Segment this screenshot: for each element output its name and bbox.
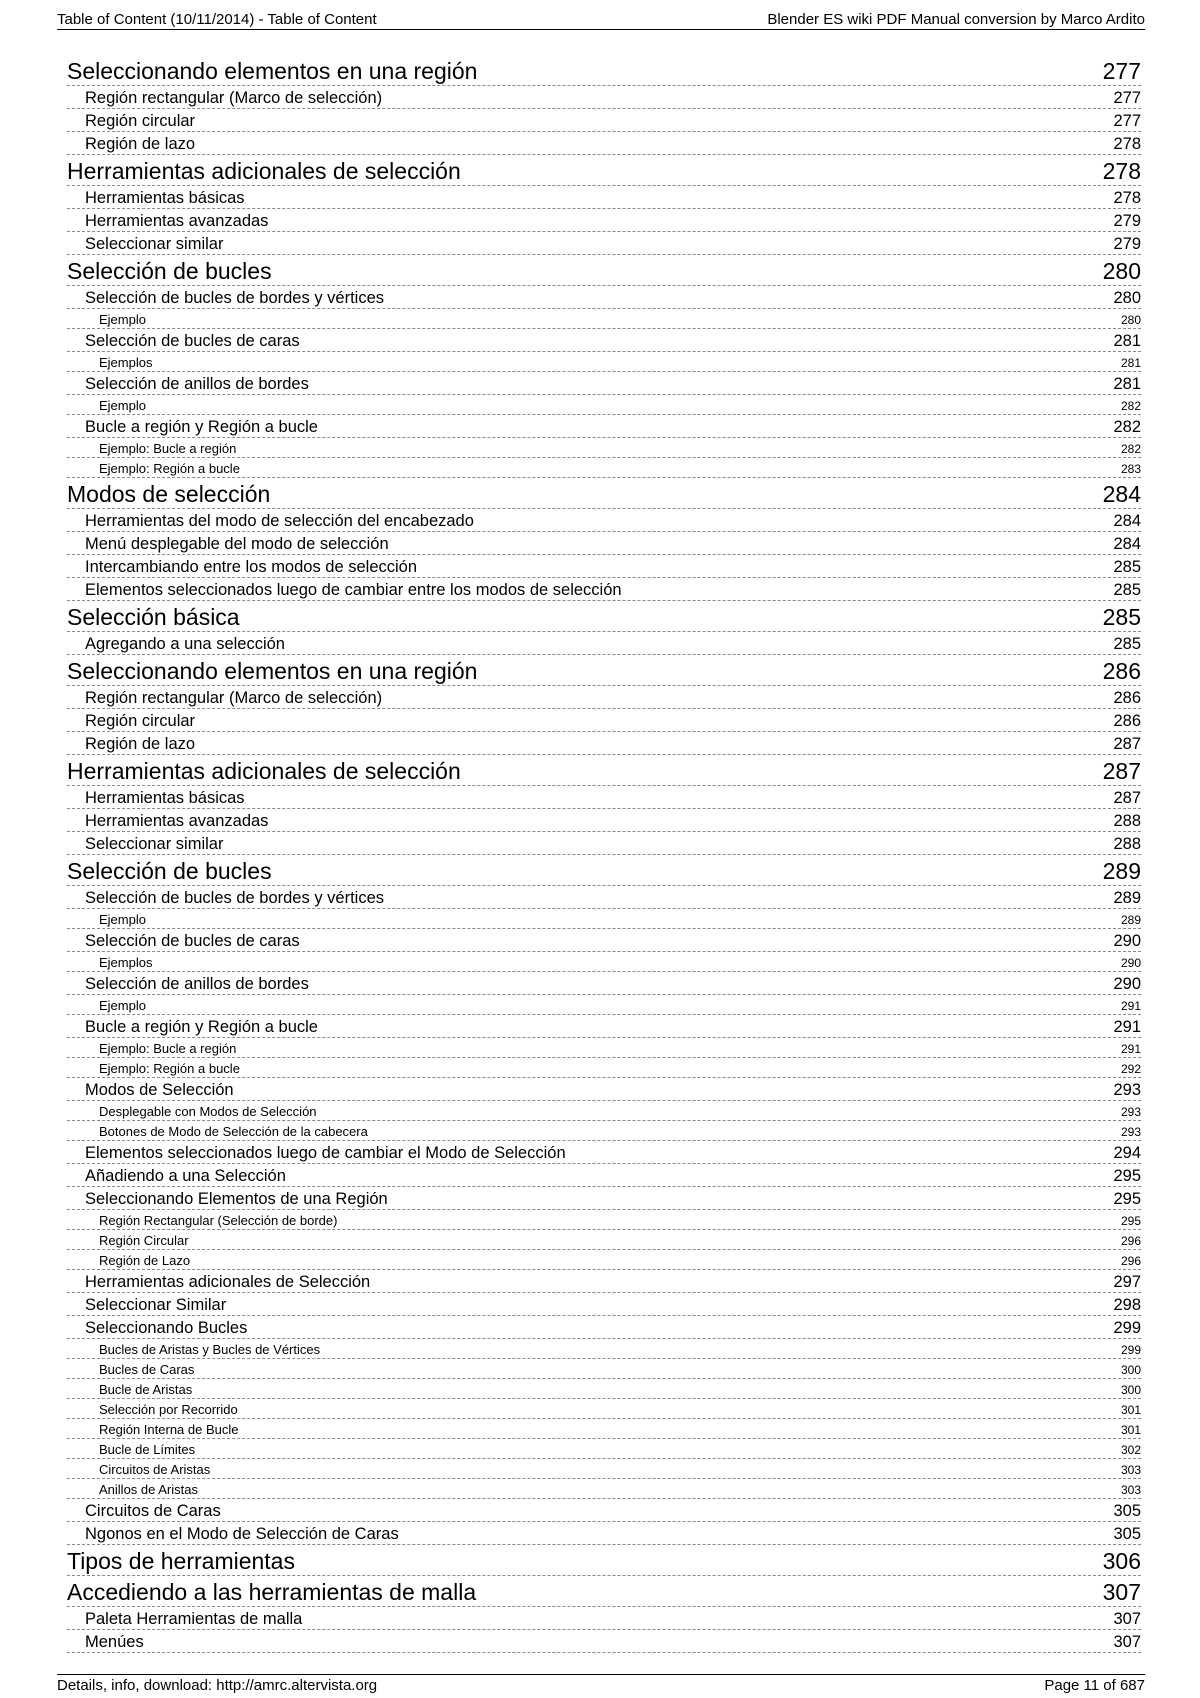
toc-entry-level-1[interactable] — [67, 601, 1141, 632]
toc-entry-level-2[interactable] — [67, 709, 1141, 732]
toc-entry-title: Selección de bucles — [67, 258, 272, 284]
toc-entry-title: Seleccionando Bucles — [85, 1319, 248, 1337]
toc-entry-level-2[interactable] — [67, 832, 1141, 855]
toc-entry-level-2[interactable] — [67, 1499, 1141, 1522]
toc-entry-page: 307 — [1102, 1579, 1141, 1605]
toc-entry-level-1[interactable] — [67, 255, 1141, 286]
toc-entry-page: 286 — [1113, 689, 1141, 707]
toc-entry-title: Bucles de Caras — [99, 1362, 195, 1377]
toc-entry-title: Herramientas adicionales de selección — [67, 758, 461, 784]
toc-entry-title: Seleccionar Similar — [85, 1296, 227, 1314]
toc-entry-title: Herramientas avanzadas — [85, 212, 269, 230]
toc-entry-page: 291 — [1120, 999, 1141, 1013]
toc-entry-title: Herramientas básicas — [85, 189, 245, 207]
toc-entry-page: 277 — [1113, 89, 1141, 107]
toc-entry-level-2[interactable] — [67, 329, 1141, 352]
toc-entry-page: 284 — [1102, 481, 1141, 507]
toc-entry-page: 291 — [1113, 1018, 1141, 1036]
toc-entry-level-3[interactable] — [67, 438, 1141, 458]
toc-entry-page: 305 — [1113, 1502, 1141, 1520]
toc-entry-title: Selección básica — [67, 604, 240, 630]
toc-entry-level-1[interactable] — [67, 1576, 1141, 1607]
toc-entry-level-2[interactable] — [67, 86, 1141, 109]
toc-entry-page: 280 — [1120, 313, 1141, 327]
toc-entry-level-2[interactable] — [67, 1522, 1141, 1545]
toc-entry-page: 287 — [1113, 789, 1141, 807]
toc-entry-title: Ejemplo — [99, 312, 146, 327]
toc-entry-level-1[interactable] — [67, 1545, 1141, 1576]
toc-entry-title: Bucle de Aristas — [99, 1382, 193, 1397]
toc-entry-page: 303 — [1120, 1463, 1141, 1477]
toc-entry-level-3[interactable] — [67, 1439, 1141, 1459]
toc-entry-page: 285 — [1102, 604, 1141, 630]
toc-entry-page: 288 — [1113, 812, 1141, 830]
toc-entry-title: Región circular — [85, 712, 196, 730]
toc-entry-page: 295 — [1113, 1167, 1141, 1185]
toc-entry-level-3[interactable] — [67, 995, 1141, 1015]
toc-entry-title: Paleta Herramientas de malla — [85, 1610, 303, 1628]
toc-entry-title: Selección de anillos de bordes — [85, 375, 309, 393]
toc-entry-title: Ejemplos — [99, 355, 153, 370]
toc-entry-page: 279 — [1113, 212, 1141, 230]
toc-entry-page: 307 — [1113, 1610, 1141, 1628]
toc-entry-level-2[interactable] — [67, 1316, 1141, 1339]
toc-entry-level-2[interactable] — [67, 1141, 1141, 1164]
toc-entry-level-3[interactable] — [67, 1121, 1141, 1141]
toc-entry-level-2[interactable] — [67, 509, 1141, 532]
toc-entry-page: 303 — [1120, 1483, 1141, 1497]
toc-entry-page: 293 — [1120, 1125, 1141, 1139]
toc-entry-title: Seleccionar similar — [85, 835, 224, 853]
toc-entry-title: Selección de bucles de bordes y vértices — [85, 889, 384, 907]
toc-entry-level-2[interactable] — [67, 132, 1141, 155]
toc-entry-level-3[interactable] — [67, 909, 1141, 929]
toc-entry-level-3[interactable] — [67, 1459, 1141, 1479]
toc-entry-title: Seleccionando elementos en una región — [67, 58, 478, 84]
toc-entry-page: 281 — [1113, 375, 1141, 393]
toc-entry-title: Herramientas adicionales de Selección — [85, 1273, 371, 1291]
toc-entry-page: 290 — [1113, 975, 1141, 993]
toc-entry-title: Selección de bucles de caras — [85, 932, 300, 950]
toc-entry-title: Región Rectangular (Selección de borde) — [99, 1213, 338, 1228]
toc-entry-page: 287 — [1113, 735, 1141, 753]
toc-entry-title: Circuitos de Caras — [85, 1502, 221, 1520]
toc-entry-page: 285 — [1113, 558, 1141, 576]
toc-entry-level-1[interactable] — [67, 855, 1141, 886]
toc-entry-title: Seleccionando Elementos de una Región — [85, 1190, 388, 1208]
toc-entry-page: 286 — [1102, 658, 1141, 684]
toc-entry-level-2[interactable] — [67, 786, 1141, 809]
toc-entry-level-2[interactable] — [67, 578, 1141, 601]
toc-entry-page: 291 — [1120, 1042, 1141, 1056]
toc-entry-title: Ejemplos — [99, 955, 153, 970]
toc-entry-level-1[interactable] — [67, 55, 1141, 86]
toc-entry-level-1[interactable] — [67, 755, 1141, 786]
toc-entry-title: Región rectangular (Marco de selección) — [85, 89, 383, 107]
toc-entry-title: Ejemplo: Región a bucle — [99, 1061, 240, 1076]
toc-entry-title: Bucle a región y Región a bucle — [85, 418, 318, 436]
toc-entry-page: 294 — [1113, 1144, 1141, 1162]
toc-entry-level-2[interactable] — [67, 186, 1141, 209]
toc-entry-level-3[interactable] — [67, 1250, 1141, 1270]
toc-entry-title: Herramientas avanzadas — [85, 812, 269, 830]
toc-entry-level-2[interactable] — [67, 632, 1141, 655]
toc-entry-page: 292 — [1120, 1062, 1141, 1076]
toc-entry-level-2[interactable] — [67, 1270, 1141, 1293]
toc-entry-title: Elementos seleccionados luego de cambiar entre los modos de selección — [85, 581, 622, 599]
toc-entry-page: 290 — [1113, 932, 1141, 950]
page-header — [57, 9, 1145, 30]
toc-entry-level-2[interactable] — [67, 415, 1141, 438]
toc-entry-page: 293 — [1113, 1081, 1141, 1099]
toc-entry-title: Bucle de Límites — [99, 1442, 196, 1457]
toc-entry-page: 290 — [1120, 956, 1141, 970]
toc-entry-title: Herramientas adicionales de selección — [67, 158, 461, 184]
toc-entry-level-2[interactable] — [67, 372, 1141, 395]
toc-entry-level-3[interactable] — [67, 395, 1141, 415]
toc-entry-title: Bucle a región y Región a bucle — [85, 1018, 318, 1036]
table-of-contents — [67, 55, 1141, 1653]
toc-entry-title: Agregando a una selección — [85, 635, 285, 653]
toc-entry-level-3[interactable] — [67, 1479, 1141, 1499]
toc-entry-level-2[interactable] — [67, 1164, 1141, 1187]
toc-entry-page: 289 — [1102, 858, 1141, 884]
toc-entry-title: Región rectangular (Marco de selección) — [85, 689, 383, 707]
toc-entry-level-2[interactable] — [67, 1078, 1141, 1101]
toc-entry-title: Desplegable con Modos de Selección — [99, 1104, 317, 1119]
toc-entry-page: 306 — [1102, 1548, 1141, 1574]
toc-entry-page: 280 — [1113, 289, 1141, 307]
toc-entry-level-2[interactable] — [67, 209, 1141, 232]
toc-entry-page: 282 — [1120, 442, 1141, 456]
toc-entry-page: 286 — [1113, 712, 1141, 730]
toc-entry-page: 300 — [1120, 1383, 1141, 1397]
toc-entry-page: 278 — [1102, 158, 1141, 184]
toc-entry-page: 279 — [1113, 235, 1141, 253]
toc-entry-level-3[interactable] — [67, 1230, 1141, 1250]
toc-entry-level-3[interactable] — [67, 1101, 1141, 1121]
toc-entry-page: 299 — [1120, 1343, 1141, 1357]
toc-entry-title: Accediendo a las herramientas de malla — [67, 1579, 477, 1605]
toc-entry-title: Seleccionar similar — [85, 235, 224, 253]
toc-entry-page: 301 — [1120, 1403, 1141, 1417]
toc-entry-title: Herramientas básicas — [85, 789, 245, 807]
toc-entry-page: 278 — [1113, 189, 1141, 207]
toc-entry-level-3[interactable] — [67, 352, 1141, 372]
toc-entry-page: 282 — [1120, 399, 1141, 413]
toc-entry-level-3[interactable] — [67, 1379, 1141, 1399]
toc-entry-page: 283 — [1120, 462, 1141, 476]
toc-entry-page: 295 — [1113, 1190, 1141, 1208]
toc-entry-level-2[interactable] — [67, 1187, 1141, 1210]
header-title: Table of Content (10/11/2014) - Table of Content — [57, 11, 377, 28]
toc-entry-title: Ejemplo — [99, 398, 146, 413]
toc-entry-title: Ejemplo: Bucle a región — [99, 1041, 237, 1056]
toc-entry-page: 280 — [1102, 258, 1141, 284]
toc-entry-page: 277 — [1113, 112, 1141, 130]
toc-entry-title: Región de lazo — [85, 735, 196, 753]
toc-entry-title: Menú desplegable del modo de selección — [85, 535, 389, 553]
toc-entry-level-2[interactable] — [67, 555, 1141, 578]
toc-entry-level-1[interactable] — [67, 155, 1141, 186]
toc-entry-title: Anillos de Aristas — [99, 1482, 198, 1497]
toc-entry-title: Elementos seleccionados luego de cambiar el Modo de Selección — [85, 1144, 566, 1162]
toc-entry-page: 284 — [1113, 512, 1141, 530]
toc-entry-title: Ngonos en el Modo de Selección de Caras — [85, 1525, 399, 1543]
toc-entry-page: 293 — [1120, 1105, 1141, 1119]
toc-entry-level-3[interactable] — [67, 1038, 1141, 1058]
toc-entry-title: Región de lazo — [85, 135, 196, 153]
toc-entry-title: Herramientas del modo de selección del encabezado — [85, 512, 474, 530]
toc-entry-page: 287 — [1102, 758, 1141, 784]
toc-entry-title: Selección por Recorrido — [99, 1402, 238, 1417]
toc-entry-title: Ejemplo: Región a bucle — [99, 461, 240, 476]
toc-entry-title: Intercambiando entre los modos de selección — [85, 558, 418, 576]
toc-entry-level-2[interactable] — [67, 532, 1141, 555]
toc-entry-level-3[interactable] — [67, 1399, 1141, 1419]
toc-entry-page: 285 — [1113, 635, 1141, 653]
toc-entry-page: 296 — [1120, 1254, 1141, 1268]
toc-entry-title: Tipos de herramientas — [67, 1548, 295, 1574]
toc-entry-title: Menúes — [85, 1633, 144, 1651]
toc-entry-page: 297 — [1113, 1273, 1141, 1291]
toc-entry-page: 289 — [1120, 913, 1141, 927]
toc-entry-page: 305 — [1113, 1525, 1141, 1543]
toc-entry-level-2[interactable] — [67, 232, 1141, 255]
toc-entry-level-3[interactable] — [67, 1058, 1141, 1078]
toc-entry-level-2[interactable] — [67, 1293, 1141, 1316]
toc-entry-title: Modos de Selección — [85, 1081, 234, 1099]
page-number: Page 11 of 687 — [1044, 1677, 1145, 1694]
page-footer — [57, 1674, 1145, 1695]
toc-entry-page: 307 — [1113, 1633, 1141, 1651]
toc-entry-title: Región Interna de Bucle — [99, 1422, 239, 1437]
toc-entry-level-1[interactable] — [67, 478, 1141, 509]
toc-entry-level-1[interactable] — [67, 655, 1141, 686]
toc-entry-title: Circuitos de Aristas — [99, 1462, 211, 1477]
toc-entry-level-2[interactable] — [67, 109, 1141, 132]
toc-entry-title: Región Circular — [99, 1233, 189, 1248]
toc-entry-level-2[interactable] — [67, 972, 1141, 995]
toc-entry-page: 302 — [1120, 1443, 1141, 1457]
toc-entry-level-3[interactable] — [67, 952, 1141, 972]
toc-entry-page: 298 — [1113, 1296, 1141, 1314]
toc-entry-level-2[interactable] — [67, 686, 1141, 709]
toc-entry-page: 295 — [1120, 1214, 1141, 1228]
toc-entry-level-2[interactable] — [67, 886, 1141, 909]
toc-entry-title: Añadiendo a una Selección — [85, 1167, 286, 1185]
toc-entry-title: Región circular — [85, 112, 196, 130]
toc-entry-title: Modos de selección — [67, 481, 271, 507]
toc-entry-page: 282 — [1113, 418, 1141, 436]
toc-entry-page: 296 — [1120, 1234, 1141, 1248]
toc-entry-page: 277 — [1102, 58, 1141, 84]
toc-entry-title: Selección de anillos de bordes — [85, 975, 309, 993]
toc-entry-page: 284 — [1113, 535, 1141, 553]
toc-entry-level-3[interactable] — [67, 1419, 1141, 1439]
toc-entry-page: 281 — [1120, 356, 1141, 370]
toc-entry-page: 301 — [1120, 1423, 1141, 1437]
toc-entry-level-3[interactable] — [67, 1359, 1141, 1379]
toc-entry-page: 299 — [1113, 1319, 1141, 1337]
toc-entry-page: 285 — [1113, 581, 1141, 599]
toc-entry-page: 281 — [1113, 332, 1141, 350]
toc-entry-title: Bucles de Aristas y Bucles de Vértices — [99, 1342, 321, 1357]
toc-entry-level-2[interactable] — [67, 1015, 1141, 1038]
toc-entry-level-2[interactable] — [67, 809, 1141, 832]
footer-info: Details, info, download: http://amrc.altervista.org — [57, 1677, 378, 1694]
toc-entry-title: Seleccionando elementos en una región — [67, 658, 478, 684]
toc-entry-level-3[interactable] — [67, 458, 1141, 478]
toc-entry-title: Selección de bucles — [67, 858, 272, 884]
toc-entry-title: Ejemplo — [99, 998, 146, 1013]
header-credit: Blender ES wiki PDF Manual conversion by Marco Ardito — [767, 11, 1145, 28]
toc-entry-page: 300 — [1120, 1363, 1141, 1377]
toc-entry-title: Región de Lazo — [99, 1253, 191, 1268]
toc-entry-level-2[interactable] — [67, 929, 1141, 952]
toc-entry-title: Ejemplo: Bucle a región — [99, 441, 237, 456]
toc-entry-title: Selección de bucles de bordes y vértices — [85, 289, 384, 307]
toc-entry-level-3[interactable] — [67, 1339, 1141, 1359]
toc-entry-level-2[interactable] — [67, 286, 1141, 309]
toc-entry-page: 289 — [1113, 889, 1141, 907]
toc-entry-level-3[interactable] — [67, 309, 1141, 329]
toc-entry-level-2[interactable] — [67, 732, 1141, 755]
toc-entry-level-3[interactable] — [67, 1210, 1141, 1230]
toc-entry-title: Botones de Modo de Selección de la cabecera — [99, 1124, 368, 1139]
toc-entry-title: Selección de bucles de caras — [85, 332, 300, 350]
toc-entry-level-2[interactable] — [67, 1630, 1141, 1653]
toc-entry-page: 278 — [1113, 135, 1141, 153]
toc-entry-level-2[interactable] — [67, 1607, 1141, 1630]
toc-entry-page: 288 — [1113, 835, 1141, 853]
toc-entry-title: Ejemplo — [99, 912, 146, 927]
